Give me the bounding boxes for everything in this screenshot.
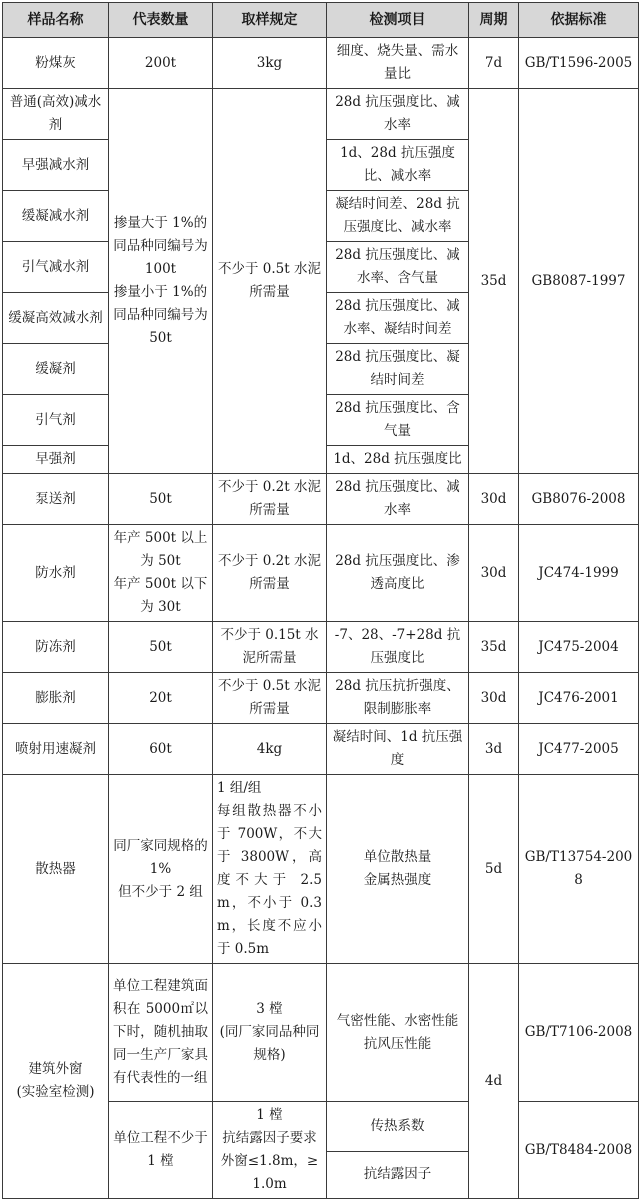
table-row	[3, 38, 639, 89]
header-period: 周期	[469, 3, 519, 38]
standard: GB/T13754-2008	[519, 775, 639, 964]
sampling-standards-table	[2, 2, 639, 1199]
standard: GB/T7106-2008	[519, 964, 639, 1102]
sample-name: 普通(高效)减水剂	[3, 89, 109, 140]
header-standard: 依据标准	[519, 3, 639, 38]
quantity: 单位工程建筑面积在 5000㎡以下时，随机抽取同一生产厂家具有代表性的一组	[109, 964, 213, 1102]
test-items: 28d 抗压强度比、含气量	[327, 395, 469, 446]
test-items: 单位散热量 金属热强度	[327, 775, 469, 964]
sample-name: 散热器	[3, 775, 109, 964]
period: 4d	[469, 964, 519, 1199]
period: 5d	[469, 775, 519, 964]
table-row	[3, 474, 639, 525]
sample-name: 喷射用速凝剂	[3, 724, 109, 775]
test-items: 28d 抗压抗折强度、限制膨胀率	[327, 673, 469, 724]
sampling-rule: 1 组/组 每组散热器不小于 700W，不大于 3800W，高度不大于 2.5m，不小于 0.3m，长度不应小于 0.5m	[213, 775, 327, 964]
header-sampling-rule: 取样规定	[213, 3, 327, 38]
period: 35d	[469, 622, 519, 673]
period: 35d	[469, 89, 519, 474]
standard: GB8076-2008	[519, 474, 639, 525]
header-sample-name: 样品名称	[3, 3, 109, 38]
test-items: 28d 抗压强度比、减水率	[327, 89, 469, 140]
sample-name: 防水剂	[3, 525, 109, 622]
sample-name: 缓凝剂	[3, 344, 109, 395]
test-items: 传热系数	[327, 1102, 469, 1152]
table-row	[3, 964, 639, 1102]
table-row	[3, 89, 639, 140]
test-items: 28d 抗压强度比、减水率、含气量	[327, 242, 469, 293]
test-items: 1d、28d 抗压强度比	[327, 446, 469, 474]
standard: JC474-1999	[519, 525, 639, 622]
quantity: 50t	[109, 474, 213, 525]
table-row	[3, 673, 639, 724]
sample-name: 防冻剂	[3, 622, 109, 673]
header-test-items: 检测项目	[327, 3, 469, 38]
sampling-rule: 1 樘 抗结露因子要求外窗≤1.8m，≥1.0m	[213, 1102, 327, 1199]
sample-name: 建筑外窗 (实验室检测)	[3, 964, 109, 1199]
sample-name: 早强减水剂	[3, 140, 109, 191]
standard: JC477-2005	[519, 724, 639, 775]
sample-name: 引气剂	[3, 395, 109, 446]
table-row	[3, 724, 639, 775]
test-items: 凝结时间差、28d 抗压强度比、减水率	[327, 191, 469, 242]
quantity: 20t	[109, 673, 213, 724]
test-items: 28d 抗压强度比、减水率、凝结时间差	[327, 293, 469, 344]
test-items: -7、28、-7+28d 抗压强度比	[327, 622, 469, 673]
quantity: 50t	[109, 622, 213, 673]
sampling-rule: 不少于 0.2t 水泥所需量	[213, 474, 327, 525]
sample-name: 泵送剂	[3, 474, 109, 525]
test-items: 细度、烧失量、需水量比	[327, 38, 469, 89]
test-items: 28d 抗压强度比、渗透高度比	[327, 525, 469, 622]
sample-name: 引气减水剂	[3, 242, 109, 293]
period: 30d	[469, 525, 519, 622]
test-items: 凝结时间、1d 抗压强度	[327, 724, 469, 775]
sampling-rule: 不少于 0.2t 水泥所需量	[213, 525, 327, 622]
standard: GB/T8484-2008	[519, 1102, 639, 1199]
sampling-rule: 不少于 0.15t 水泥所需量	[213, 622, 327, 673]
sample-name: 早强剂	[3, 446, 109, 474]
test-items: 气密性能、水密性能 抗风压性能	[327, 964, 469, 1102]
test-items: 28d 抗压强度比、凝结时间差	[327, 344, 469, 395]
table-row	[3, 622, 639, 673]
sample-name: 缓凝高效减水剂	[3, 293, 109, 344]
quantity: 60t	[109, 724, 213, 775]
quantity: 掺量大于 1%的同品种同编号为 100t 掺量小于 1%的同品种同编号为 50t	[109, 89, 213, 474]
table-row	[3, 525, 639, 622]
quantity: 单位工程不少于 1 樘	[109, 1102, 213, 1199]
sampling-rule: 4kg	[213, 724, 327, 775]
header-quantity: 代表数量	[109, 3, 213, 38]
sampling-rule: 不少于 0.5t 水泥所需量	[213, 89, 327, 474]
period: 7d	[469, 38, 519, 89]
standard: JC476-2001	[519, 673, 639, 724]
sample-name: 膨胀剂	[3, 673, 109, 724]
quantity: 同厂家同规格的 1% 但不少于 2 组	[109, 775, 213, 964]
header-row	[3, 3, 639, 38]
quantity: 200t	[109, 38, 213, 89]
sampling-rule: 3kg	[213, 38, 327, 89]
table-row	[3, 775, 639, 964]
standard: JC475-2004	[519, 622, 639, 673]
test-items: 1d、28d 抗压强度比、减水率	[327, 140, 469, 191]
standard: GB/T1596-2005	[519, 38, 639, 89]
quantity: 年产 500t 以上为 50t 年产 500t 以下为 30t	[109, 525, 213, 622]
sampling-rule: 不少于 0.5t 水泥所需量	[213, 673, 327, 724]
test-items: 28d 抗压强度比、减水率	[327, 474, 469, 525]
sampling-rule: 3 樘 (同厂家同品种同规格)	[213, 964, 327, 1102]
sample-name: 缓凝减水剂	[3, 191, 109, 242]
period: 3d	[469, 724, 519, 775]
period: 30d	[469, 474, 519, 525]
period: 30d	[469, 673, 519, 724]
sample-name: 粉煤灰	[3, 38, 109, 89]
test-items: 抗结露因子	[327, 1151, 469, 1198]
standard: GB8087-1997	[519, 89, 639, 474]
